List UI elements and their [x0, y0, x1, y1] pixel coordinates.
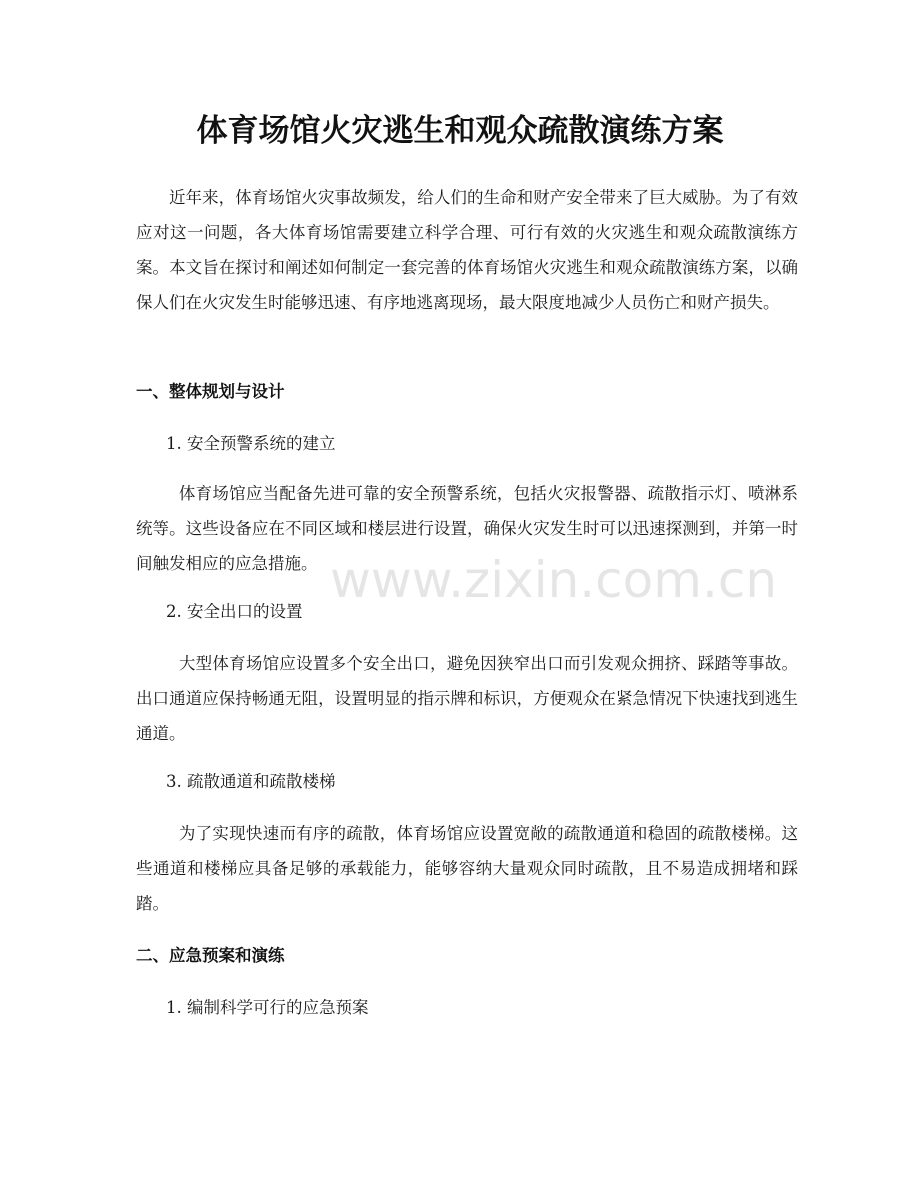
body-paragraph-1-1: 体育场馆应当配备先进可靠的安全预警系统，包括火灾报警器、疏散指示灯、喷淋系统等。这些设备应在不同区域和楼层进行设置，确保火灾发生时可以迅速探测到，并第一时间触发相应的应急措施。 — [136, 484, 798, 573]
watermark: www.zixin.com.cn — [330, 551, 778, 609]
subheading-1-1: 1. 安全预警系统的建立 — [166, 434, 336, 453]
intro-paragraph: 近年来，体育场馆火灾事故频发，给人们的生命和财产安全带来了巨大威胁。为了有效应对这一问题，各大体育场馆需要建立科学合理、可行有效的火灾逃生和观众疏散演练方案。本文旨在探讨和阐述如何制定一套完善的体育场馆火灾逃生和观众疏散演练方案，以确保人们在火灾发生时能够迅速、有序地逃离现场，最大限度地减少人员伤亡和财产损失。 — [136, 188, 798, 312]
subheading-2-1: 1. 编制科学可行的应急预案 — [166, 998, 369, 1017]
section-heading-2: 二、应急预案和演练 — [136, 946, 285, 965]
subheading-1-2: 2. 安全出口的设置 — [166, 602, 303, 621]
document-title: 体育场馆火灾逃生和观众疏散演练方案 — [196, 113, 724, 149]
section-heading-1: 一、整体规划与设计 — [136, 382, 285, 401]
body-paragraph-1-3: 为了实现快速而有序的疏散，体育场馆应设置宽敞的疏散通道和稳固的疏散楼梯。这些通道和楼梯应具备足够的承载能力，能够容纳大量观众同时疏散，且不易造成拥堵和踩踏。 — [136, 824, 798, 913]
body-paragraph-1-2: 大型体育场馆应设置多个安全出口，避免因狭窄出口而引发观众拥挤、踩踏等事故。出口通道应保持畅通无阻，设置明显的指示牌和标识，方便观众在紧急情况下快速找到逃生通道。 — [136, 654, 798, 743]
subheading-1-3: 3. 疏散通道和疏散楼梯 — [166, 772, 336, 791]
